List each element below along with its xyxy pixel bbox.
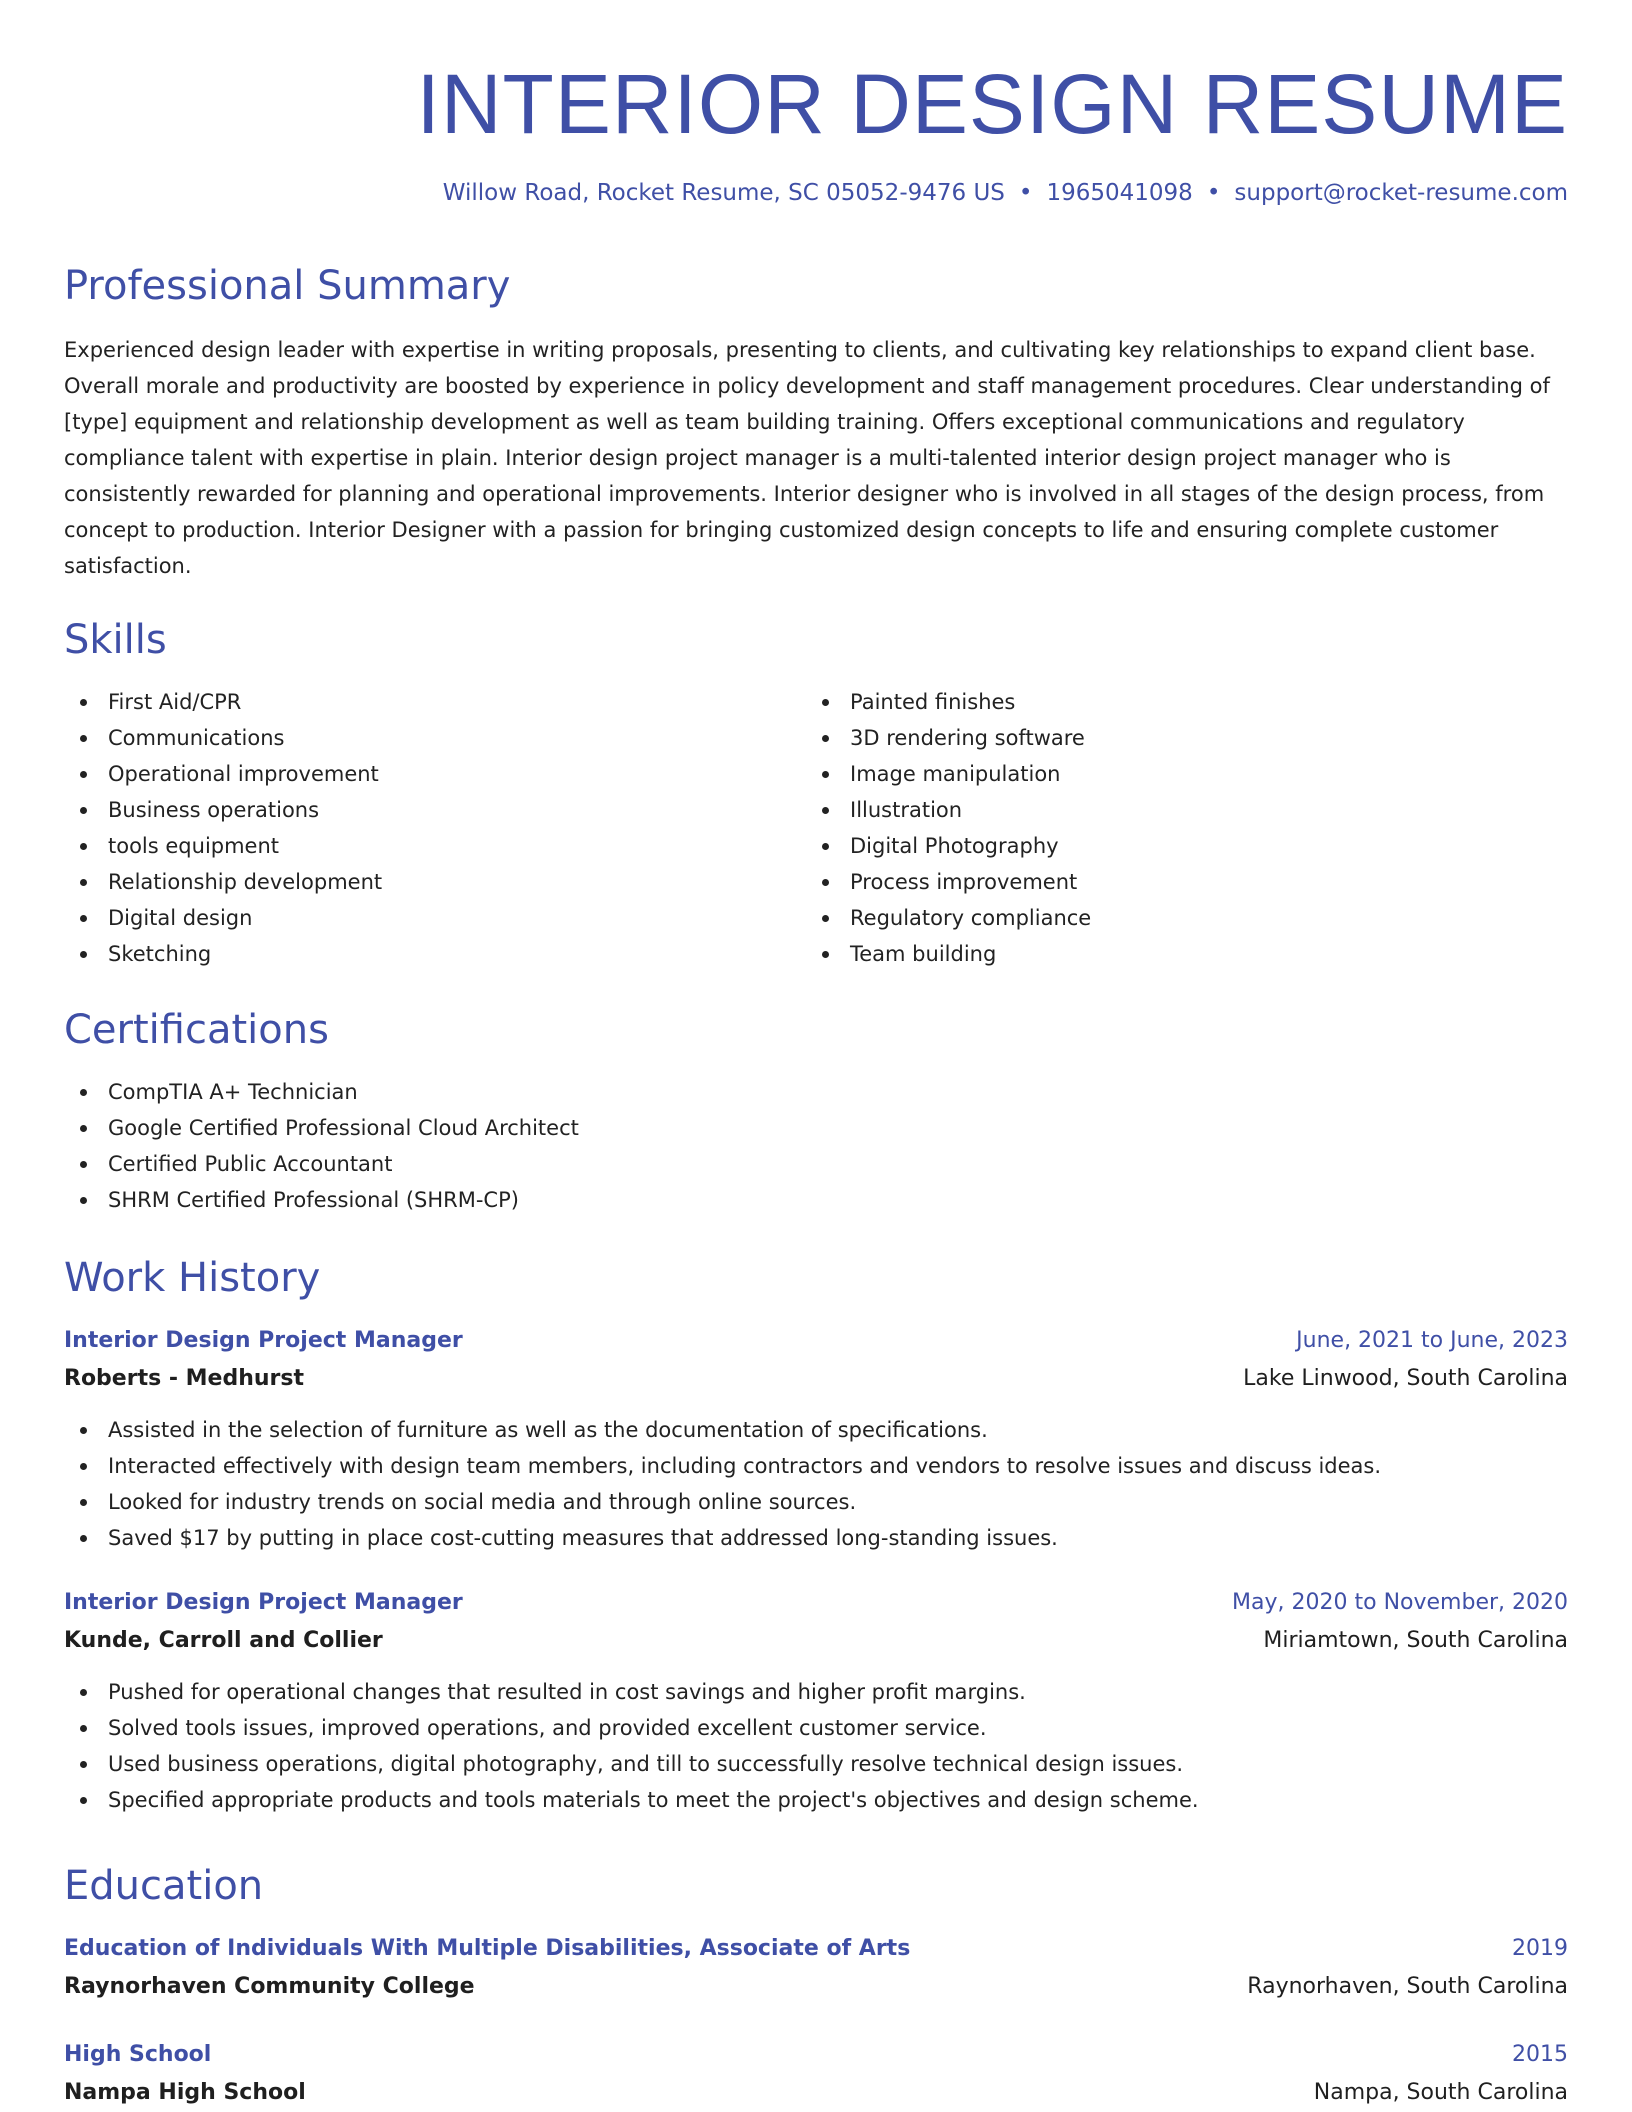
list-item: Team building [806, 936, 1548, 972]
list-item: Interacted effectively with design team members, including contractors and vendors to resolve issues and discuss ideas. [64, 1448, 1568, 1484]
list-item: tools equipment [64, 828, 806, 864]
list-item: Specified appropriate products and tools materials to meet the project's objectives and design scheme. [64, 1782, 1568, 1818]
education-school: Nampa High School [64, 2080, 306, 2105]
education-entry [64, 2036, 1568, 2112]
list-item: Communications [64, 720, 806, 756]
resume-header [64, 0, 1568, 208]
job-title: Interior Design Project Manager [64, 1328, 463, 1353]
section-heading: Skills [64, 617, 167, 663]
education-school: Raynorhaven Community College [64, 1974, 475, 1999]
certifications-section [64, 1006, 1568, 1218]
job-header-row [64, 1584, 1568, 1622]
list-item: Digital design [64, 900, 806, 936]
list-item: SHRM Certified Professional (SHRM-CP) [64, 1182, 1568, 1218]
professional-summary-section [64, 262, 1568, 584]
skills-columns [64, 684, 1568, 972]
job-entry [64, 1322, 1568, 1556]
list-item: CompTIA A+ Technician [64, 1074, 1568, 1110]
list-item: First Aid/CPR [64, 684, 806, 720]
contact-address: Willow Road, Rocket Resume, SC 05052-9476 US [442, 180, 1005, 206]
education-school-row [64, 1968, 1568, 2006]
list-item: Painted finishes [806, 684, 1548, 720]
education-year: 2019 [1512, 1936, 1568, 1961]
education-entry [64, 1930, 1568, 2006]
job-location: Lake Linwood, South Carolina [1243, 1366, 1568, 1391]
resume-page [64, 0, 1568, 2105]
job-company-row [64, 1622, 1568, 1660]
job-bullets [64, 1412, 1568, 1556]
list-item: Regulatory compliance [806, 900, 1548, 936]
certifications-list [64, 1074, 1568, 1218]
work-history-section [64, 1254, 1568, 1818]
job-company: Kunde, Carroll and Collier [64, 1628, 383, 1653]
job-location: Miriamtown, South Carolina [1263, 1628, 1568, 1653]
list-item: Looked for industry trends on social media and through online sources. [64, 1484, 1568, 1520]
education-location: Raynorhaven, South Carolina [1247, 1974, 1568, 1999]
job-company: Roberts - Medhurst [64, 1366, 304, 1391]
skills-list-right [806, 684, 1548, 972]
education-header-row [64, 2036, 1568, 2074]
section-heading: Education [64, 1863, 264, 1909]
job-entry [64, 1584, 1568, 1818]
summary-text: Experienced design leader with expertise in writing proposals, presenting to clients, and cultivating key relationships to expand client base. Overall morale and productivity are boosted by experience in policy development and staff management procedures. Clear understanding of [type] equipment and relationship development as well as team building training. Offers exceptional communications and regulatory compliance talent with expertise in plain. Interior design project manager is a multi-talented interior design project manager who is consistently rewarded for planning and operational improvements. Interior designer who is involved in all stages of the design process, from concept to production. Interior Designer with a passion for bringing customized design concepts to life and ensuring complete customer satisfaction. [64, 338, 1550, 578]
education-degree: High School [64, 2042, 212, 2067]
list-item: Assisted in the selection of furniture as well as the documentation of specifications. [64, 1412, 1568, 1448]
education-section [64, 1862, 1568, 2112]
skills-list-left [64, 684, 806, 972]
education-header-row [64, 1930, 1568, 1968]
list-item: Pushed for operational changes that resulted in cost savings and higher profit margins. [64, 1674, 1568, 1710]
contact-email: support@rocket-resume.com [1234, 180, 1568, 206]
list-item: Image manipulation [806, 756, 1548, 792]
job-bullets [64, 1674, 1568, 1818]
skills-section [64, 616, 1568, 972]
list-item: Business operations [64, 792, 806, 828]
list-item: Google Certified Professional Cloud Architect [64, 1110, 1568, 1146]
job-title: Interior Design Project Manager [64, 1590, 463, 1615]
contact-separator: • [1206, 180, 1221, 206]
job-company-row [64, 1360, 1568, 1398]
list-item: Relationship development [64, 864, 806, 900]
section-heading: Certifications [64, 1007, 329, 1053]
resume-title: INTERIOR DESIGN RESUME [416, 57, 1568, 151]
job-dates: May, 2020 to November, 2020 [1232, 1590, 1568, 1615]
list-item: Operational improvement [64, 756, 806, 792]
list-item: Solved tools issues, improved operations, and provided excellent customer service. [64, 1710, 1568, 1746]
education-location: Nampa, South Carolina [1313, 2080, 1568, 2105]
list-item: Process improvement [806, 864, 1548, 900]
list-item: Digital Photography [806, 828, 1548, 864]
contact-phone: 1965041098 [1046, 180, 1193, 206]
education-degree: Education of Individuals With Multiple Disabilities, Associate of Arts [64, 1936, 911, 1961]
section-heading: Professional Summary [64, 263, 511, 309]
section-heading: Work History [64, 1255, 321, 1301]
education-year: 2015 [1512, 2042, 1568, 2067]
job-dates: June, 2021 to June, 2023 [1296, 1328, 1568, 1353]
list-item: Used business operations, digital photography, and till to successfully resolve technical design issues. [64, 1746, 1568, 1782]
contact-line [64, 178, 1568, 208]
education-school-row [64, 2074, 1568, 2112]
list-item: Illustration [806, 792, 1548, 828]
list-item: 3D rendering software [806, 720, 1548, 756]
list-item: Certified Public Accountant [64, 1146, 1568, 1182]
list-item: Sketching [64, 936, 806, 972]
contact-separator: • [1018, 180, 1033, 206]
job-header-row [64, 1322, 1568, 1360]
list-item: Saved $17 by putting in place cost-cutting measures that addressed long-standing issues. [64, 1520, 1568, 1556]
